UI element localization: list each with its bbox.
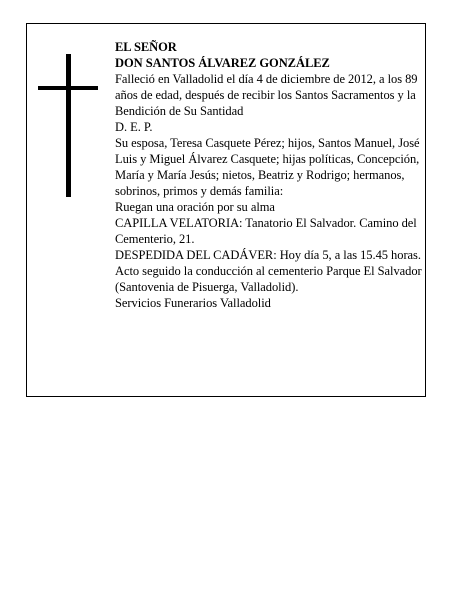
family-paragraph: Su esposa, Teresa Casquete Pérez; hijos, Santos Manuel, José Luis y Miguel Álvarez Casquete; hijas políticas, Concepción, María y María Jesús; nietos, Beatriz y Rodrigo; hermanos, sobrinos, primos y demás familia: xyxy=(115,136,420,198)
prayer-request: Ruegan una oración por su alma xyxy=(115,200,275,214)
heading-title: EL SEÑOR xyxy=(115,40,177,54)
cross-vertical-bar xyxy=(66,54,71,197)
obituary-text xyxy=(115,39,425,311)
chapel-info: CAPILLA VELATORIA: Tanatorio El Salvador. Camino del Cementerio, 21. xyxy=(115,216,417,246)
cross-horizontal-bar xyxy=(38,86,98,90)
latin-cross-icon xyxy=(38,54,98,197)
deceased-name: DON SANTOS ÁLVAREZ GONZÁLEZ xyxy=(115,56,330,70)
farewell-info: DESPEDIDA DEL CADÁVER: Hoy día 5, a las 15.45 horas. Acto seguido la conducción al cementerio Parque El Salvador (Santovenia de Pisuerga, Valladolid). xyxy=(115,248,422,294)
death-statement: Falleció en Valladolid el día 4 de diciembre de 2012, a los 89 años de edad, después de recibir los Santos Sacramentos y la Bendición de Su Santidad xyxy=(115,72,418,118)
funeral-services: Servicios Funerarios Valladolid xyxy=(115,296,271,310)
dep-line: D. E. P. xyxy=(115,120,153,134)
